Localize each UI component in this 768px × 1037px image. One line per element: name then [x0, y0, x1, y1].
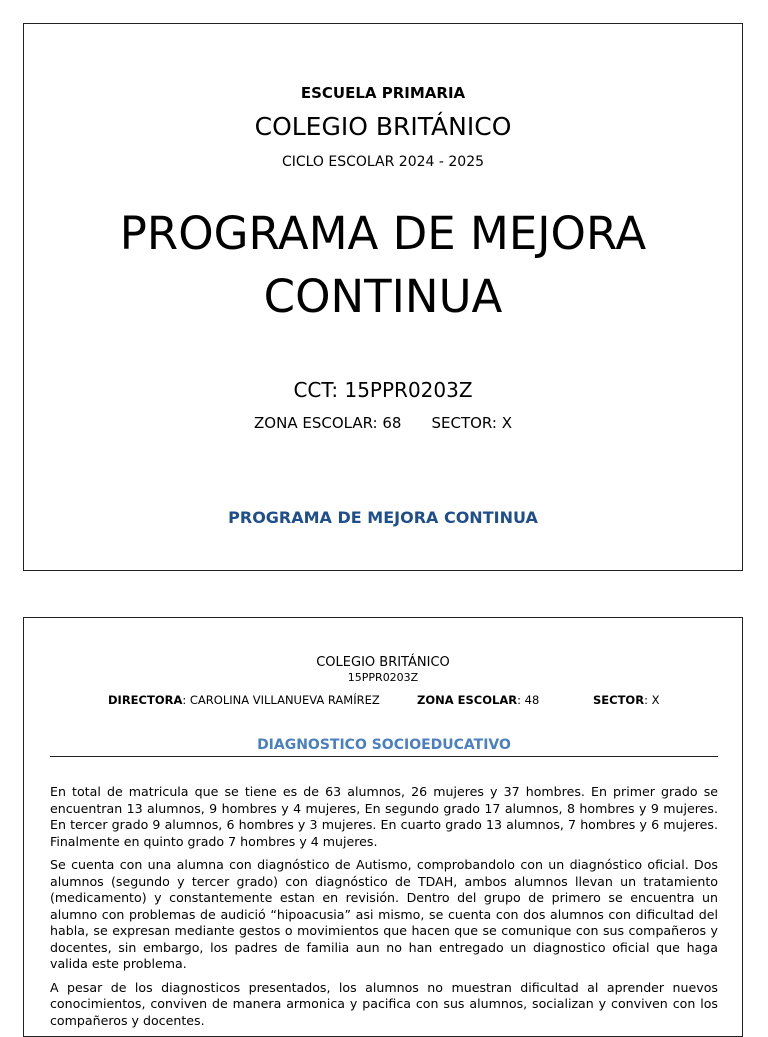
paragraph: Se cuenta con una alumna con diagnóstico de Autismo, comprobandolo con un diagnóstico oficial. Dos alumnos (segundo y tercer grado) con diagnóstico de TDAH, ambos alumnos llevan un tratamiento (medicamento) y constantemente estan en revisión. Dentro del grupo de primero se encuentra un alumno con problemas de audició “hipoacusia” asi mismo, se cuenta con dos alumnos con dificultad del habla, se expresan mediante gestos o movimientos que hacen que se comunique con sus compañeros y docentes, sin embargo, los padres de familia aun no han entregado un diagnostico oficial que haga valida este problema.: [50, 857, 718, 971]
sector-label: SECTOR: X: [431, 414, 512, 432]
paragraph: En total de matricula que se tiene es de 63 alumnos, 26 mujeres y 37 hombres. En primer grado se encuentran 13 alumnos, 9 hombres y 4 mujeres, En segundo grado 17 alumnos, 8 hombres y 9 mujeres. En tercer grado 9 alumnos, 6 hombres y 3 mujeres. En cuarto grado 13 alumnos, 7 hombres y 6 mujeres. Finalmente en quinto grado 7 hombres y 4 mujeres.: [50, 784, 718, 849]
title-line-2: CONTINUA: [263, 270, 503, 323]
college-name: COLEGIO BRITÁNICO: [254, 112, 512, 141]
sector-value: : X: [644, 693, 660, 707]
page2-college-name: COLEGIO BRITÁNICO: [316, 655, 450, 670]
sector-info: [593, 693, 659, 707]
school-type: ESCUELA PRIMARIA: [300, 84, 466, 102]
body-text: [50, 784, 718, 1036]
section-heading: DIAGNOSTICO SOCIOEDUCATIVO: [50, 737, 718, 757]
zone-label: ZONA ESCOLAR: 68: [254, 414, 402, 432]
zone-value: : 48: [517, 693, 540, 707]
document-title: [24, 202, 742, 328]
zone-label: ZONA ESCOLAR: [417, 693, 518, 707]
title-line-1: PROGRAMA DE MEJORA: [119, 207, 647, 260]
zone-info: [417, 693, 539, 707]
cct-code: CCT: 15PPR0203Z: [293, 378, 473, 402]
cover-page: [23, 23, 743, 571]
paragraph: A pesar de los diagnosticos presentados, los alumnos no muestran dificultad al aprender nuevos conocimientos, conviven de manera armonica y pacifica con sus alumnos, socializan y conviven con los compañeros y docentes.: [50, 979, 718, 1028]
school-cycle: CICLO ESCOLAR 2024 - 2025: [281, 154, 485, 170]
director-info: [108, 693, 380, 707]
diagnostic-page: [23, 617, 743, 1037]
director-value: : CAROLINA VILLANUEVA RAMÍREZ: [182, 693, 380, 707]
page2-cct-code: 15PPR0203Z: [347, 671, 419, 684]
director-label: DIRECTORA: [108, 693, 183, 707]
sector-label: SECTOR: [593, 693, 645, 707]
zone-sector-line: [24, 414, 742, 432]
cover-subtitle: PROGRAMA DE MEJORA CONTINUA: [228, 508, 538, 527]
